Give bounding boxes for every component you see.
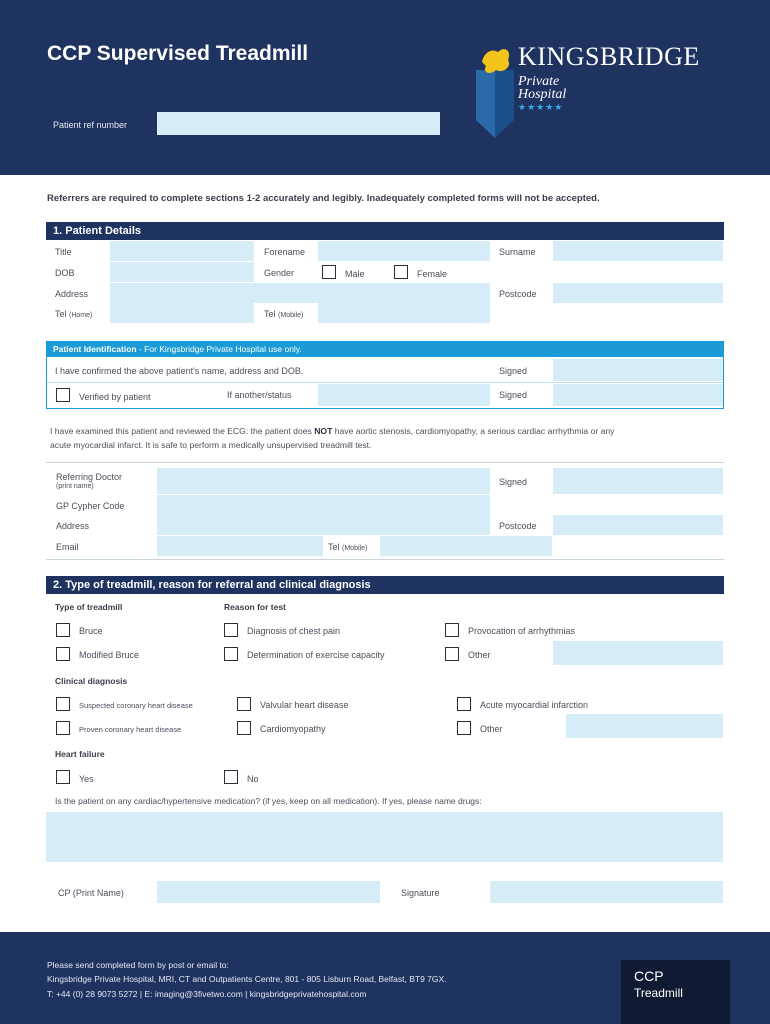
footer-badge [621,960,730,1024]
forename-input[interactable] [318,241,490,261]
page-title: CCP Supervised Treadmill [47,42,309,65]
other2-checkbox[interactable] [457,721,471,735]
signature-label: Signature [401,888,440,898]
gender-label: Gender [264,268,295,278]
bruce-label: Bruce [79,626,103,636]
tel-mobile-label: Tel (Mobile) [264,309,304,319]
cardiomyopathy-checkbox[interactable] [237,721,251,735]
tel-mobile-input[interactable] [318,303,490,323]
brand-name: KINGSBRIDGE [518,42,700,71]
referring-doctor-label: Referring Doctor [56,472,123,482]
signature-input[interactable] [490,881,723,903]
yes-checkbox[interactable] [56,770,70,784]
female-label: Female [417,269,448,279]
type-of-treadmill-label: Type of treadmill [55,602,123,612]
footer-line2: Kingsbridge Private Hospital, MRI, CT and Outpatients Centre, 801 - 805 Lisburn Road, Belfast, BT9 7GX. [47,974,447,984]
title-label: Title [55,247,72,257]
signed1-input[interactable] [553,359,723,381]
female-checkbox[interactable] [394,265,408,279]
signed2-input[interactable] [553,384,723,406]
doctor-email-input[interactable] [157,536,323,556]
badge-ccp: CCP [634,968,664,984]
doctor-signed-input[interactable] [553,468,723,494]
male-checkbox[interactable] [322,265,336,279]
section2-header: 2. Type of treadmill, reason for referral and clinical diagnosis [46,576,724,594]
modified-bruce-checkbox[interactable] [56,647,70,661]
cp-print-name-input[interactable] [157,881,380,903]
modified-bruce-label: Modified Bruce [79,650,140,660]
doctor-postcode-label: Postcode [499,521,537,531]
suspected-chd-checkbox[interactable] [56,697,70,711]
chest-pain-checkbox[interactable] [224,623,238,637]
crest-icon [474,40,516,140]
surname-label: Surname [499,247,536,257]
postcode-label: Postcode [499,289,537,299]
section1-header: 1. Patient Details [46,222,724,240]
other2-label: Other [480,724,503,734]
doctor-postcode-input[interactable] [553,515,723,535]
address-input[interactable] [110,283,490,303]
other1-checkbox[interactable] [445,647,459,661]
reason-for-test-label: Reason for test [224,602,286,612]
print-name-label: (print name) [56,483,94,490]
heart-failure-label: Heart failure [55,749,105,759]
footer-line1: Please send completed form by post or email to: [47,960,229,970]
arrhythmias-label: Provocation of arrhythmias [468,626,576,636]
intro-text: Referrers are required to complete sections 1-2 accurately and legibly. Inadequately completed forms will not be accepted. [47,193,600,204]
doctor-email-label: Email [56,542,79,552]
brand-sub-hospital: Hospital [518,87,567,102]
other1-input[interactable] [553,641,723,665]
doctor-signed-label: Signed [499,477,528,487]
medication-question: Is the patient on any cardiac/hypertensive medication? (if yes, keep on all medication). If yes, please name drugs: [55,796,482,806]
exercise-capacity-label: Determination of exercise capacity [247,650,385,660]
another-label: If another/status [227,390,292,400]
valvular-label: Valvular heart disease [260,700,349,710]
cardiomyopathy-label: Cardiomyopathy [260,724,326,734]
forename-label: Forename [264,247,306,257]
proven-chd-label: Proven coronary heart disease [79,725,182,734]
doctor-address-label: Address [56,521,90,531]
dob-input[interactable] [110,262,254,282]
arrhythmias-checkbox[interactable] [445,623,459,637]
doctor-address-input[interactable] [157,515,490,535]
confirmed-text: I have confirmed the above patient's name, address and DOB. [55,366,304,376]
chest-pain-label: Diagnosis of chest pain [247,626,341,636]
postcode-input[interactable] [553,283,723,303]
title-input[interactable] [110,241,254,261]
other1-label: Other [468,650,491,660]
examined-line2: acute myocardial infarct. It is safe to perform a medically unsupervised treadmill test. [50,440,372,450]
yes-label: Yes [79,774,94,784]
badge-treadmill: Treadmill [634,986,683,1000]
footer-line3: T: +44 (0) 28 9073 5272 | E: imaging@3fivetwo.com | kingsbridgeprivatehospital.com [47,989,367,999]
patient-ref-input[interactable] [157,112,440,135]
acute-mi-checkbox[interactable] [457,697,471,711]
exercise-capacity-checkbox[interactable] [224,647,238,661]
tel-home-input[interactable] [110,303,254,323]
identification-divider [47,382,723,383]
gp-cypher-input[interactable] [157,495,490,515]
referring-doctor-input[interactable] [157,468,490,494]
dob-label: DOB [55,268,75,278]
another-input[interactable] [318,384,490,406]
doctor-tel-label: Tel (Mobile) [328,542,368,552]
signed2-label: Signed [499,390,528,400]
suspected-chd-label: Suspected coronary heart disease [79,701,193,710]
surname-input[interactable] [553,241,723,261]
tel-home-label: Tel (Home) [55,309,93,319]
gp-cypher-label: GP Cypher Code [56,501,125,511]
brand-stars: ★★★★★ [518,102,564,112]
medication-input[interactable] [46,812,723,862]
no-checkbox[interactable] [224,770,238,784]
identification-header: Patient Identification - For Kingsbridge Private Hospital use only. [46,341,724,357]
doctor-tel-input[interactable] [380,536,552,556]
proven-chd-checkbox[interactable] [56,721,70,735]
no-label: No [247,774,259,784]
logo [474,40,734,140]
address-label: Address [55,289,89,299]
clinical-diagnosis-label: Clinical diagnosis [55,676,128,686]
patient-ref-label: Patient ref number [53,120,128,130]
acute-mi-label: Acute myocardial infarction [480,700,589,710]
signed1-label: Signed [499,366,528,376]
verified-checkbox[interactable] [56,388,70,402]
male-label: Male [345,269,365,279]
examined-line1: I have examined this patient and reviewed the ECG: the patient does NOT have aortic stenosis, cardiomyopathy, a serious cardiac arrhythmia or any [50,426,615,436]
other2-input[interactable] [566,714,723,738]
valvular-checkbox[interactable] [237,697,251,711]
cp-print-name-label: CP (Print Name) [58,888,124,898]
bruce-checkbox[interactable] [56,623,70,637]
brand-sub-private: Private [518,74,560,89]
verified-label: Verified by patient [79,392,151,402]
